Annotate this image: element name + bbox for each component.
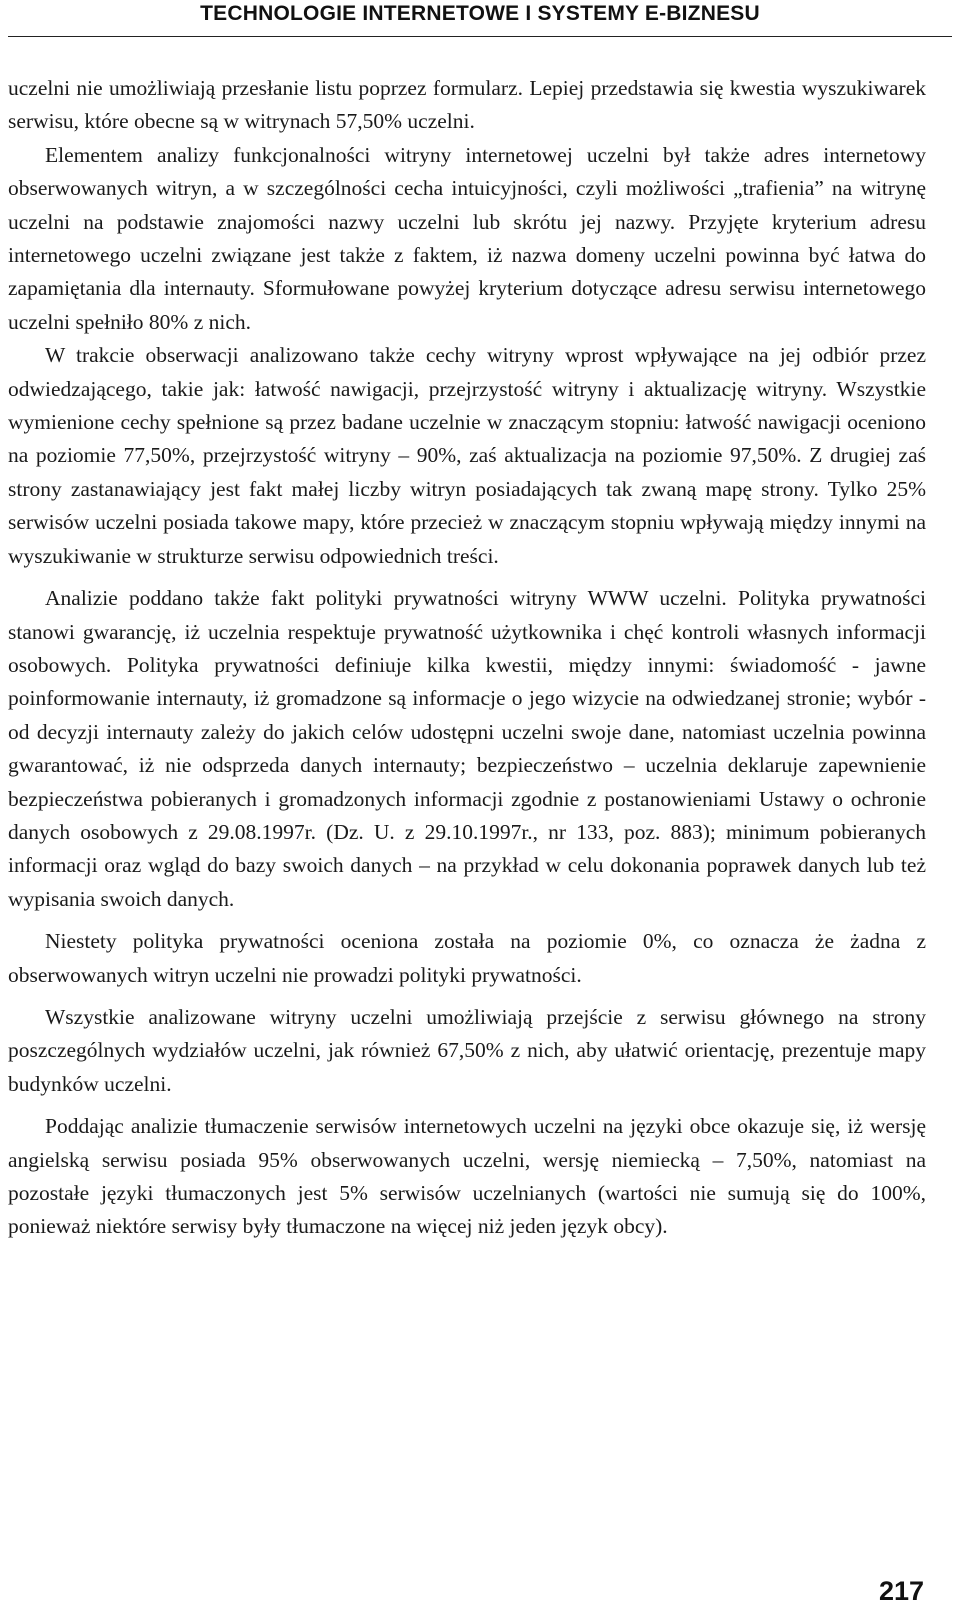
paragraph-translations: Poddając analizie tłumaczenie serwisów internetowych uczelni na języki obce okazuje się, iż wersję angielską serwisu posiada 95% obserwowanych uczelni, wersję niemiecką – 7,50%, natomiast na pozostałe języki tłumaczonych jest 5% serwisów uczelnianych (wartości nie sumują się do 100%, ponieważ niektóre serwisy były tłumaczone na więcej niż jeden język obcy). xyxy=(8,1114,926,1239)
paragraph-continuation: uczelni nie umożliwiają przesłanie listu poprzez formularz. Lepiej przedstawia się kwestia wyszukiwarek serwisu, które obecne są w witrynach 57,50% uczelni. xyxy=(8,76,926,134)
paragraph-navigation: W trakcie obserwacji analizowano także cechy witryny wprost wpływające na jej odbiór przez odwiedzającego, takie jak: łatwość nawigacji, przejrzystość witryny i aktualizację witryny. Wszystkie wymienione cechy spełnione są przez badane uczelnie w znaczącym stopniu: łatwość nawigacji oceniono na poziomie 77,50%, przejrzystość witryny – 90%, zaś aktualizacja na poziomie 97,50%. Z drugiej zaś strony zastanawiający jest fakt małej liczby witryn posiadających tak zwaną mapę strony. Tylko 25% serwisów uczelni posiada takowe mapy, które przecież w znaczącym stopniu wpływają między innymi na wyszukiwanie w strukturze serwisu odpowiednich treści. xyxy=(8,343,926,568)
paragraph-faculties: Wszystkie analizowane witryny uczelni umożliwiają przejście z serwisu głównego na strony poszczególnych wydziałów uczelni, jak również 67,50% z nich, aby ułatwić orientację, prezentuje mapy budynków uczelni. xyxy=(8,1004,926,1096)
page-number: 217 xyxy=(878,1576,924,1606)
header-rule xyxy=(8,36,952,37)
running-header: TECHNOLOGIE INTERNETOWE I SYSTEMY E-BIZNESU xyxy=(200,2,760,25)
paragraph-privacy-policy: Analizie poddano także fakt polityki prywatności witryny WWW uczelni. Polityka prywatności stanowi gwarancję, iż uczelnia respektuje prywatność użytkownika i chęć kontroli własnych informacji osobowych. Polityka prywatności definiuje kilka kwestii, między innymi: świadomość - jawne poinformowanie internauty, iż gromadzone są informacje o jego wizycie na odwiedzanej stronie; wybór - od decyzji internauty zależy do jakich celów udostępni uczelni swoje dane, natomiast uczelnia powinna gwarantować, iż nie odsprzeda danych internauty; bezpieczeństwo – uczelnia deklaruje zapewnienie bezpieczeństwa pobieranych i gromadzonych informacji zgodnie z postanowieniami Ustawy o ochronie danych osobowych z 29.08.1997r. (Dz. U. z 29.10.1997r., nr 133, poz. 883); minimum pobieranych informacji oraz wgląd do bazy swoich danych – na przykład w celu dokonania poprawek danych lub też wypisania swoich danych. xyxy=(8,586,926,911)
paragraph-domain-address: Elementem analizy funkcjonalności witryny internetowej uczelni był także adres internetowy obserwowanych witryn, a w szczególności cecha intuicyjności, czyli możliwości „trafienia” na witrynę uczelni na podstawie znajomości nazwy uczelni lub skrótu jej nazwy. Przyjęte kryterium adresu internetowego uczelni związane jest także z faktem, iż nazwa domeny uczelni powinna być łatwa do zapamiętania dla internauty. Sformułowane powyżej kryterium dotyczące adresu serwisu internetowego uczelni spełniło 80% z nich. xyxy=(8,142,926,334)
body-text xyxy=(8,72,926,1244)
paragraph-privacy-result: Niestety polityka prywatności oceniona została na poziomie 0%, co oznacza że żadna z obserwowanych witryn uczelni nie prowadzi polityki prywatności. xyxy=(8,929,926,987)
